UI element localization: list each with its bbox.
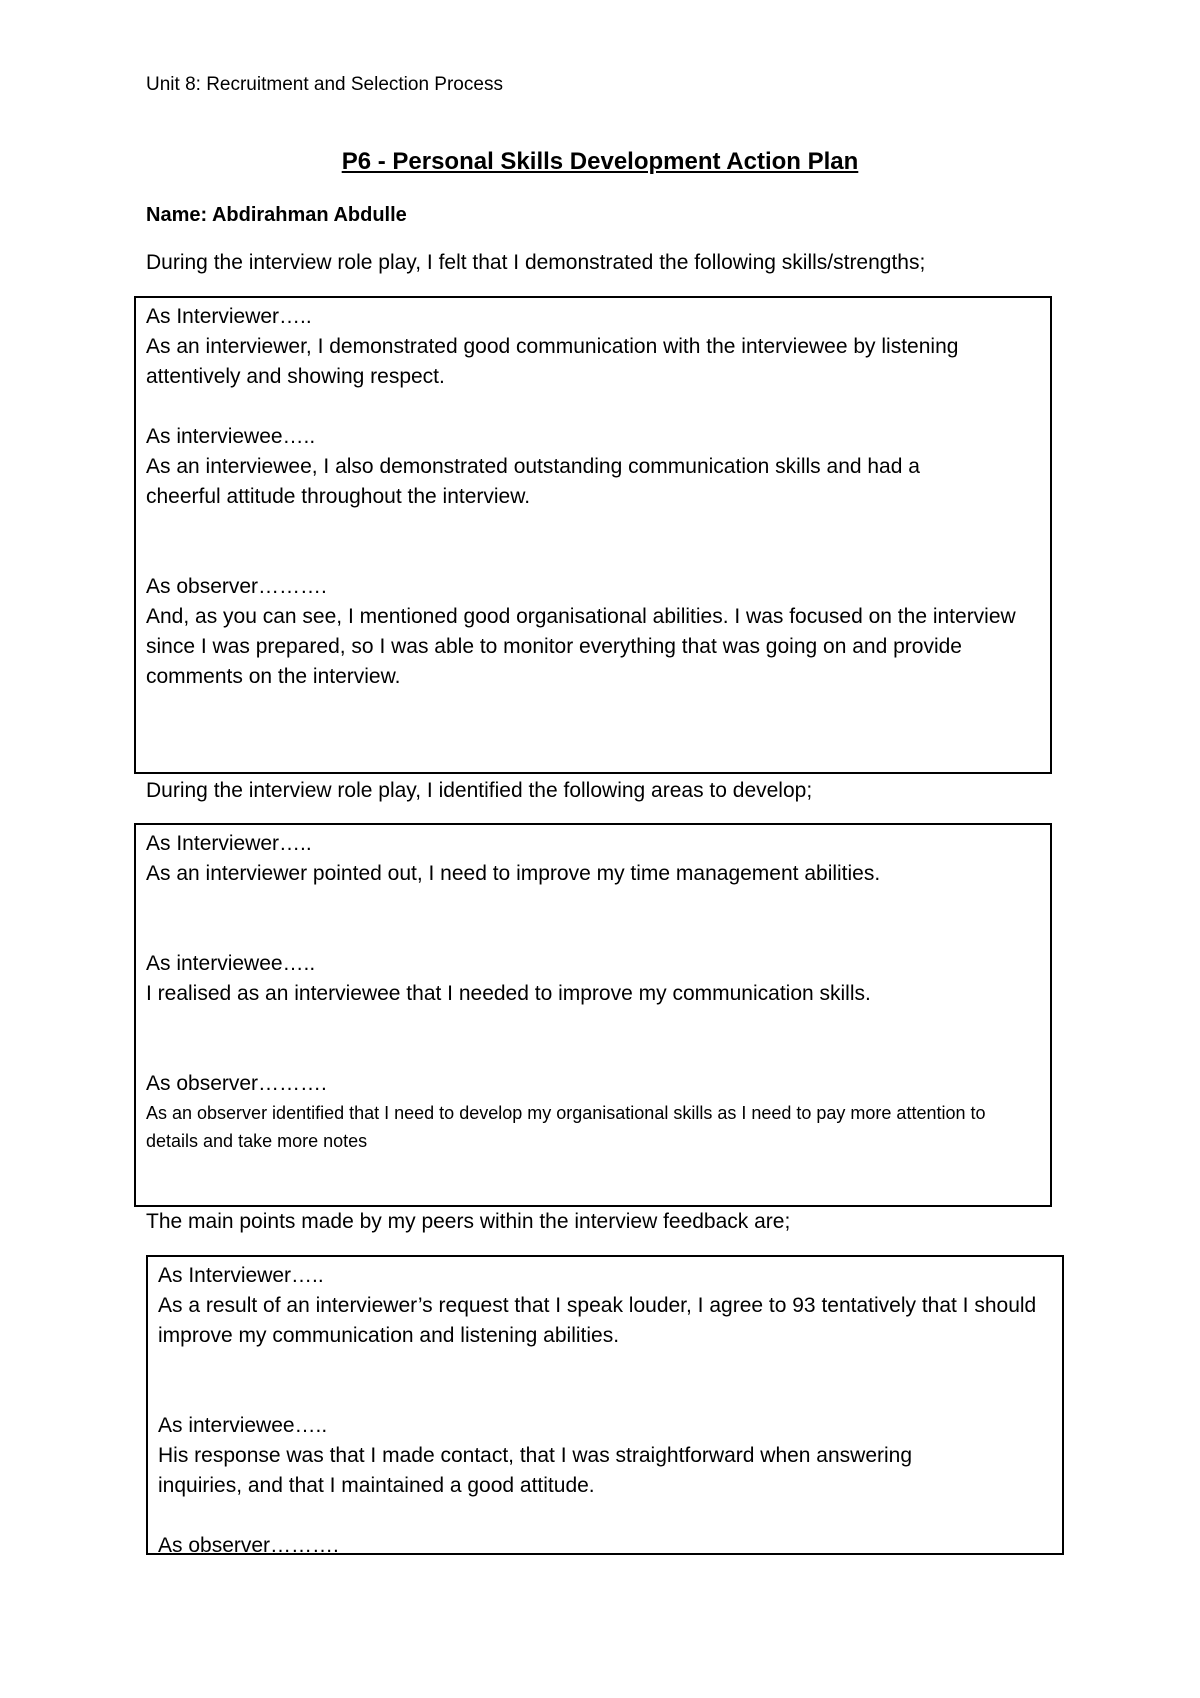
interviewee-develop-text: I realised as an interviewee that I needed to improve my communication skills. <box>146 982 871 1005</box>
observer-label: As observer………. <box>158 1534 339 1557</box>
student-name: Name: Abdirahman Abdulle <box>146 204 407 226</box>
interviewer-develop-text: As an interviewer pointed out, I need to improve my time management abilities. <box>146 862 881 885</box>
interviewee-label: As interviewee….. <box>158 1414 328 1437</box>
interviewee-label: As interviewee….. <box>146 952 316 975</box>
interviewer-label: As Interviewer….. <box>146 305 312 328</box>
feedback-prompt: The main points made by my peers within the interview feedback are; <box>146 1210 791 1233</box>
interviewee-strengths-text: As an interviewee, I also demonstrated outstanding communication skills and had a cheerful attitude throughout the interview. <box>146 455 920 508</box>
unit-header: Unit 8: Recruitment and Selection Process <box>146 74 503 95</box>
develop-box <box>134 823 1052 1207</box>
strengths-box <box>134 296 1052 774</box>
feedback-box <box>146 1255 1064 1555</box>
observer-strengths-text: And, as you can see, I mentioned good organisational abilities. I was focused on the interview since I was prepared, so I was able to monitor everything that was going on and provide comments on the interview. <box>146 605 1016 688</box>
interviewer-strengths-text: As an interviewer, I demonstrated good communication with the interviewee by listening attentively and showing respect. <box>146 335 959 388</box>
interviewee-feedback-text: His response was that I made contact, that I was straightforward when answering inquiries, and that I maintained a good attitude. <box>158 1444 913 1497</box>
interviewer-feedback-text: As a result of an interviewer’s request that I speak louder, I agree to 93 tentatively that I should improve my communication and listening abilities. <box>158 1294 1037 1347</box>
interviewee-label: As interviewee….. <box>146 425 316 448</box>
develop-prompt: During the interview role play, I identified the following areas to develop; <box>146 779 813 802</box>
observer-label: As observer………. <box>146 1072 327 1095</box>
strengths-prompt: During the interview role play, I felt that I demonstrated the following skills/strengths; <box>146 251 926 274</box>
interviewer-label: As Interviewer….. <box>158 1264 324 1287</box>
interviewer-label: As Interviewer….. <box>146 832 312 855</box>
observer-label: As observer………. <box>146 575 327 598</box>
page-title: P6 - Personal Skills Development Action Plan <box>341 148 859 175</box>
observer-develop-text: As an observer identified that I need to develop my organisational skills as I need to pay more attention to details and take more notes <box>146 1103 986 1151</box>
